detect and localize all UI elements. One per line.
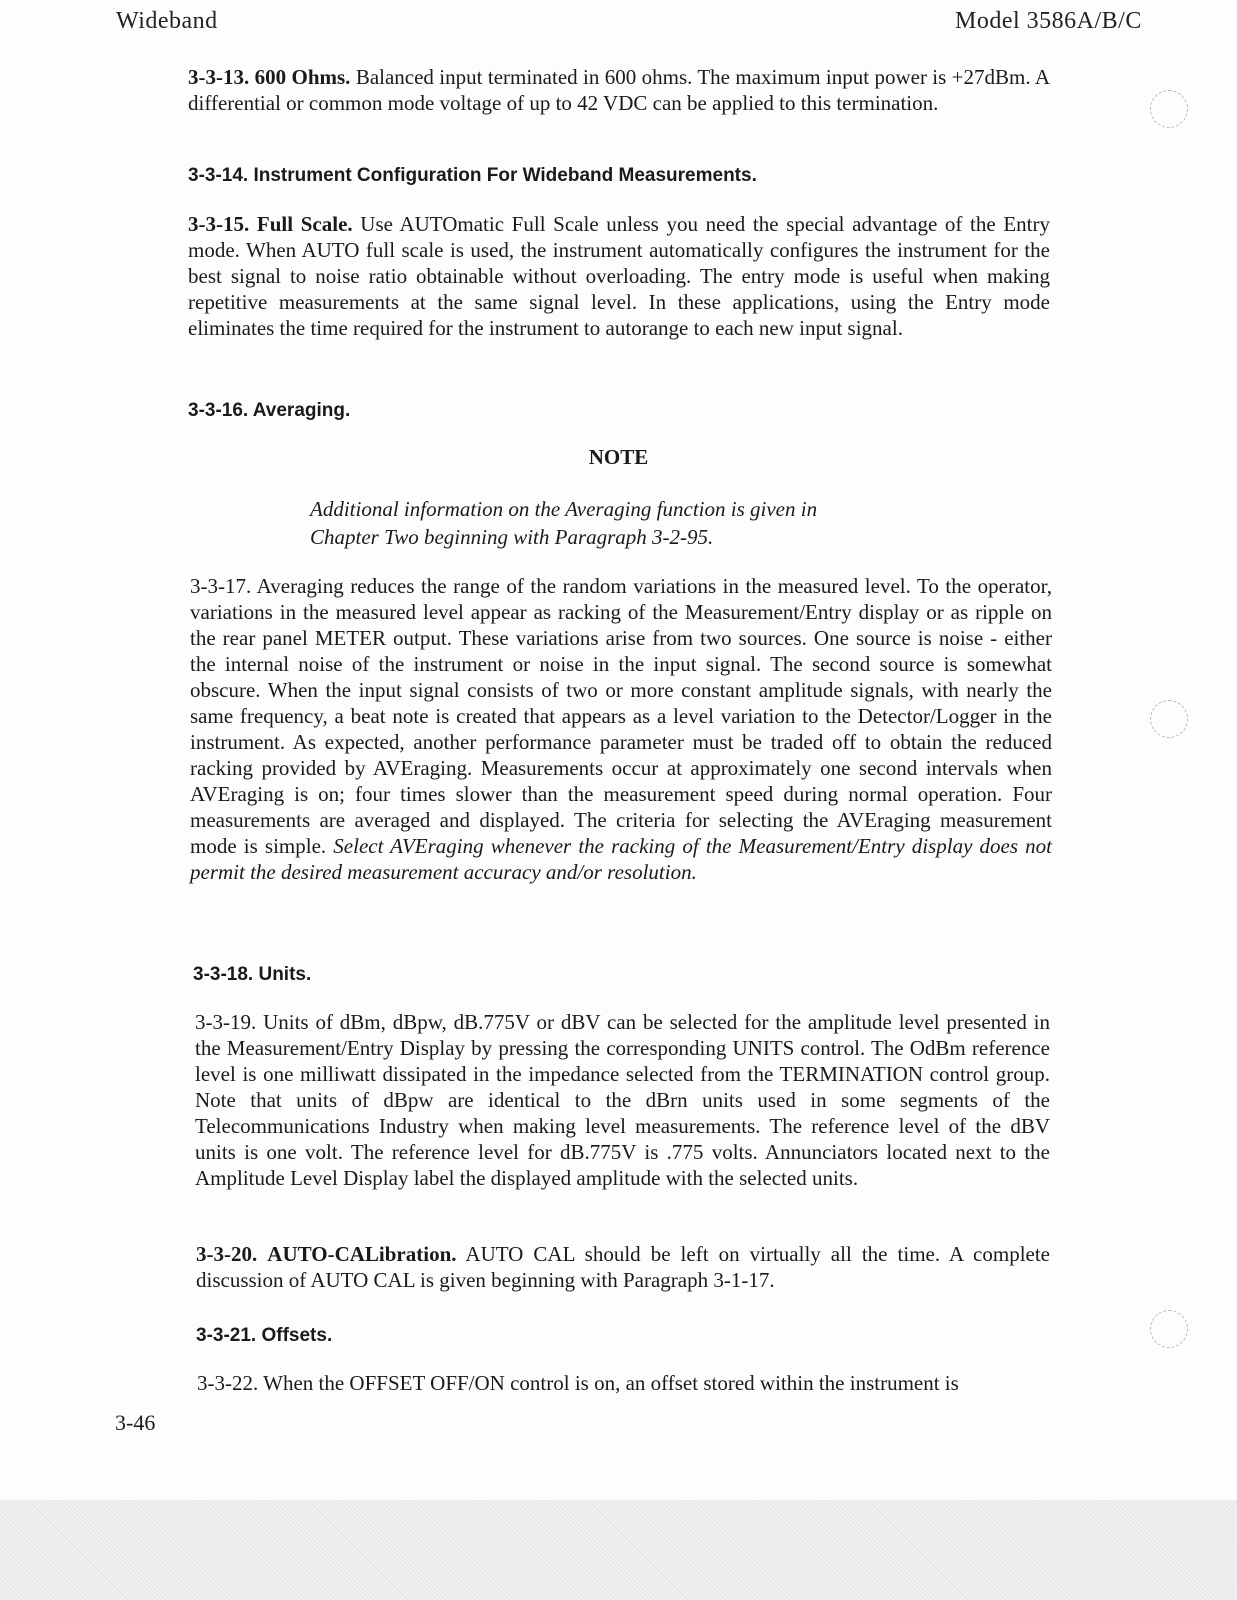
paragraph-3-3-13 <box>188 64 1050 116</box>
paragraph-3-3-19 <box>195 1009 1050 1191</box>
heading-number: 3-3-14. <box>188 165 249 186</box>
paragraph-emphasis: Select AVEraging whenever the racking of the Measurement/Entry display does not permit the desired measurement accuracy and/or resolution. <box>190 834 1052 884</box>
heading-3-3-21 <box>196 1323 1058 1349</box>
page-number: 3-46 <box>115 1410 156 1435</box>
heading-title: Averaging. <box>252 400 351 421</box>
running-header-right: Model 3586A/B/C <box>955 8 1142 34</box>
note-line: Additional information on the Averaging function is given in <box>310 497 818 521</box>
paragraph-text: AUTO CAL should be left on virtually all the time. A complete discussion of AUTO CAL is given beginning with Paragraph 3-1-17. <box>196 1242 1051 1292</box>
heading-number: 3-3-18. <box>193 964 254 985</box>
binder-hole-mark <box>1150 90 1188 128</box>
running-header-left: Wideband <box>116 8 218 34</box>
paragraph-text: Balanced input terminated in 600 ohms. The maximum input power is +27dBm. A differential or common mode voltage of up to 42 VDC can be applied to this termination. <box>188 65 1051 115</box>
paragraph-text: Use AUTOmatic Full Scale unless you need the special advantage of the Entry mode. When AUTO full scale is used, the instrument automatically configures the instrument for the best signal to noise ratio obtainable without overloading. The entry mode is useful when making repetitive measurements at the same signal level. In these applications, using the Entry mode eliminates the time required for the instrument to autorange to each new input signal. <box>188 212 1051 340</box>
paragraph-title: Full Scale. <box>256 212 353 236</box>
paragraph-3-3-15 <box>188 211 1050 341</box>
paragraph-number: 3-3-20. <box>196 1242 258 1266</box>
heading-3-3-18 <box>193 962 1055 988</box>
scan-edge-band <box>0 1500 1237 1600</box>
note-line: Chapter Two beginning with Paragraph 3-2-95. <box>310 525 714 549</box>
heading-title: Offsets. <box>261 1325 333 1346</box>
heading-3-3-14 <box>188 163 1050 189</box>
paragraph-title: AUTO-CALibration. <box>267 1242 457 1266</box>
paragraph-number: 3-3-17. <box>190 574 252 598</box>
paragraph-title: 600 Ohms. <box>254 65 351 89</box>
heading-number: 3-3-16. <box>188 400 249 421</box>
paragraph-text: When the OFFSET OFF/ON control is on, an offset stored within the instrument is <box>263 1371 959 1395</box>
paragraph-3-3-20 <box>196 1241 1050 1293</box>
heading-title: Instrument Configuration For Wideband Measurements. <box>253 165 757 186</box>
binder-hole-mark <box>1150 700 1188 738</box>
paragraph-number: 3-3-15. <box>188 212 250 236</box>
paragraph-number: 3-3-19. <box>195 1010 257 1034</box>
note-title: NOTE <box>588 445 649 469</box>
heading-title: Units. <box>258 964 312 985</box>
paragraph-number: 3-3-22. <box>197 1371 259 1395</box>
heading-3-3-16 <box>188 398 1050 424</box>
note-body <box>310 495 940 551</box>
paragraph-number: 3-3-13. <box>188 65 250 89</box>
binder-hole-mark <box>1150 1310 1188 1348</box>
paragraph-3-3-22 <box>197 1370 1050 1396</box>
paragraph-3-3-17 <box>190 573 1052 885</box>
paragraph-text: Units of dBm, dBpw, dB.775V or dBV can be selected for the amplitude level presented in the Measurement/Entry Display by pressing the corresponding UNITS control. The OdBm reference level is one milliwatt dissipated in the impedance selected from the TERMINATION control group. Note that units of dBpw are identical to the dBrn units used in some segments of the Telecommunications Industry when making level measurements. The reference level of the dBV units is one volt. The reference level for dB.775V is .775 volts. Annunciators located next to the Amplitude Level Display label the displayed amplitude with the selected units. <box>195 1010 1051 1190</box>
paragraph-text: Averaging reduces the range of the random variations in the measured level. To the operator, variations in the measured level appear as racking of the Measurement/Entry display or as ripple on the rear panel METER output. These variations arise from two sources. One source is noise - either the internal noise of the instrument or noise in the input signal. The second source is somewhat obscure. When the input signal consists of two or more constant amplitude signals, with nearly the same frequency, a beat note is created that appears as a level variation to the Detector/Logger in the instrument. As expected, another performance parameter must be traded off to obtain the reduced racking provided by AVEraging. Measurements occur at approximately one second intervals when AVEraging is on; four times slower than the measurement speed during normal operation. Four measurements are averaged and displayed. The criteria for selecting the AVEraging measurement mode is simple. <box>190 574 1053 858</box>
heading-number: 3-3-21. <box>196 1325 257 1346</box>
